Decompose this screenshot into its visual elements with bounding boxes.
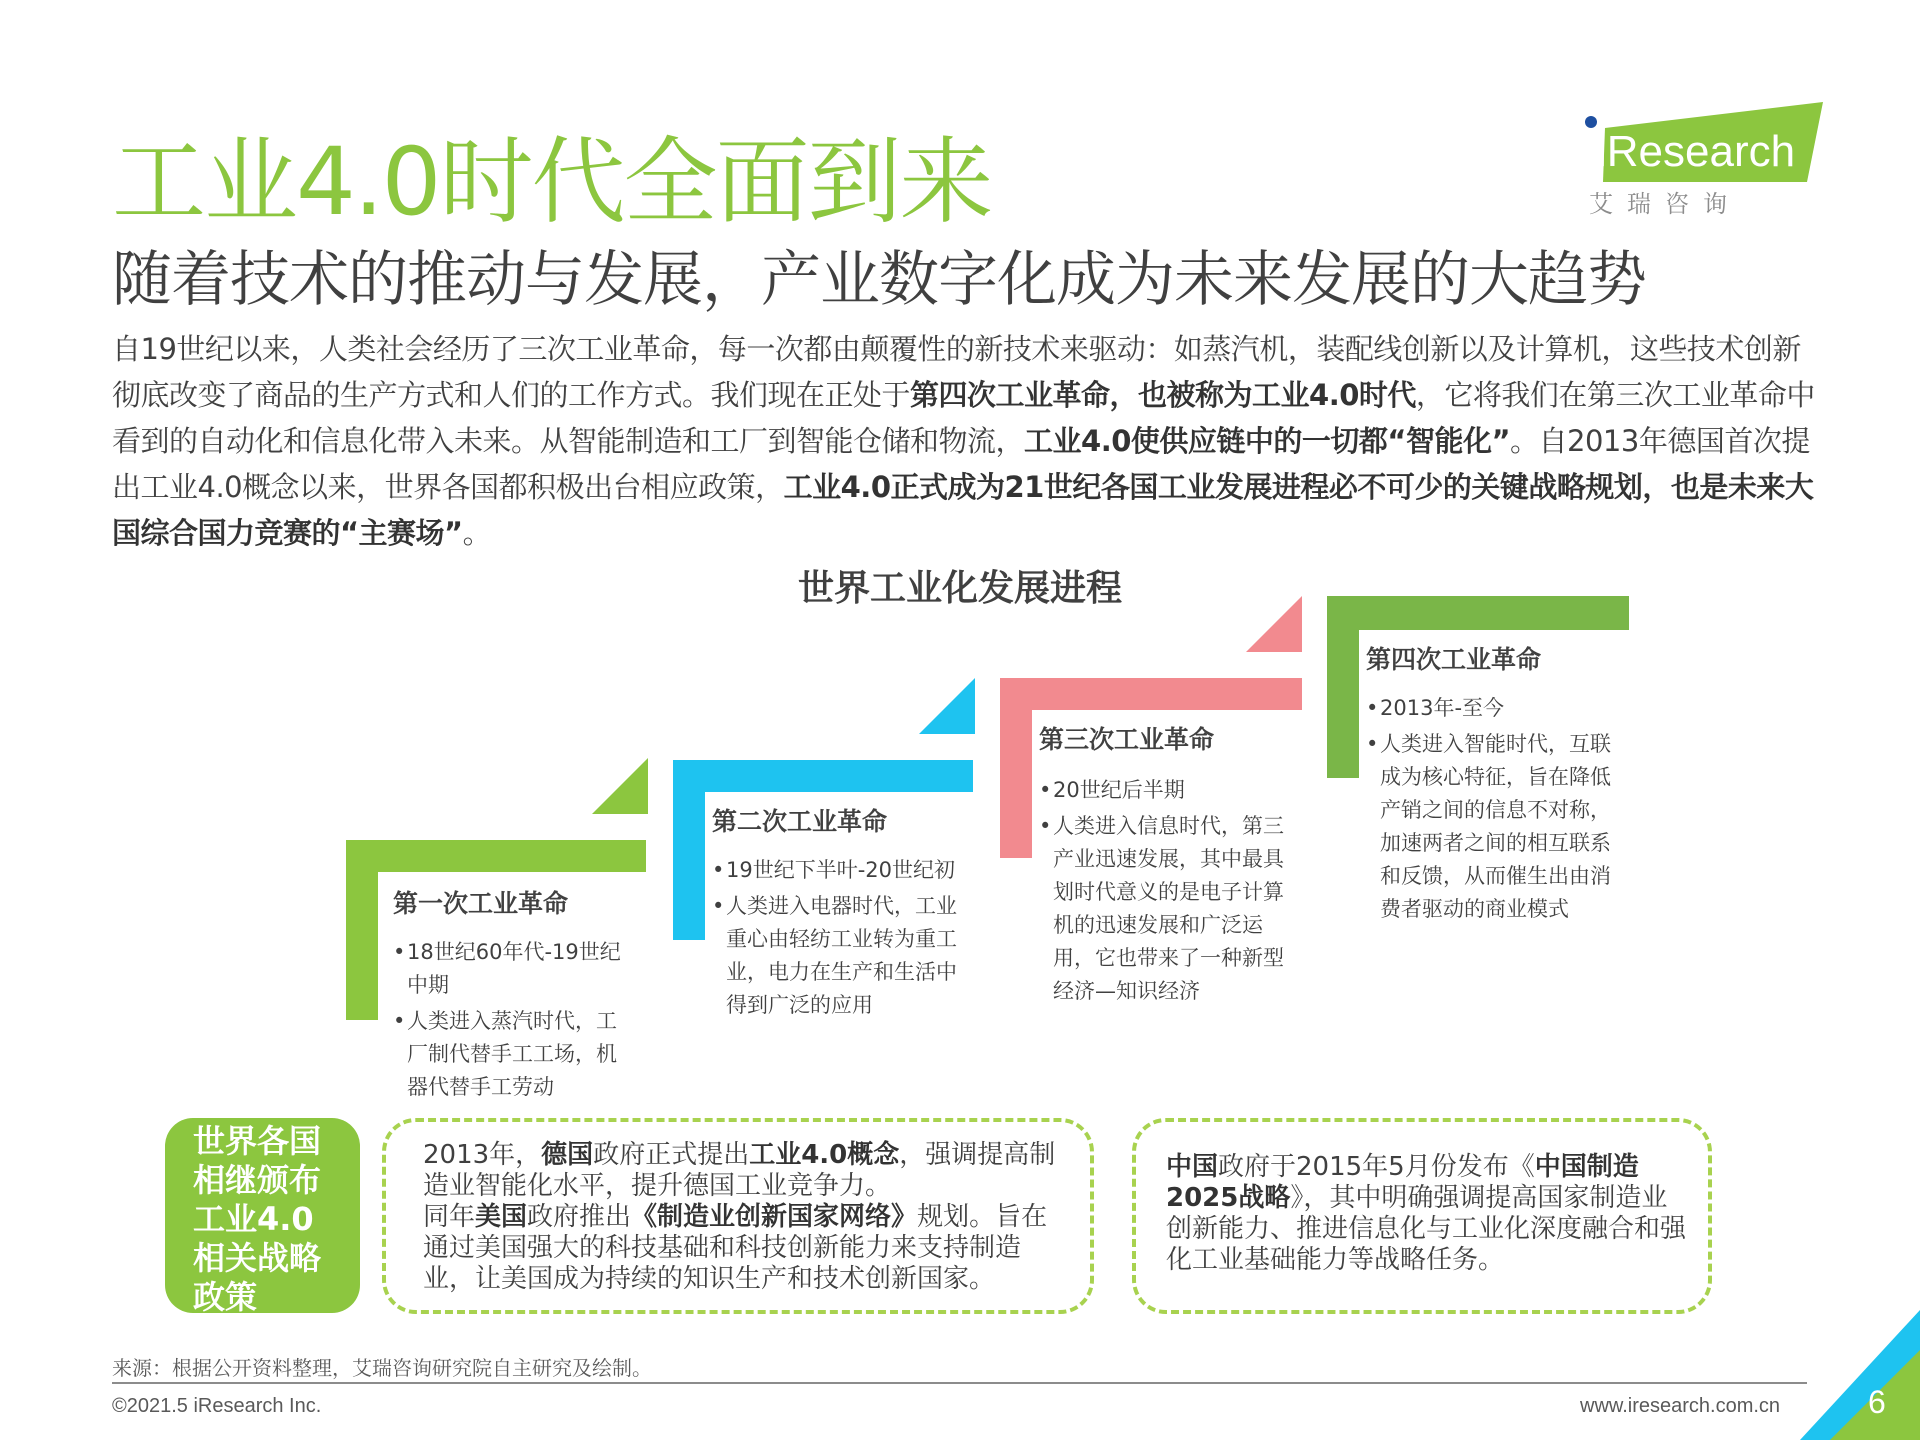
revolution-3-title: 第三次工业革命	[1039, 725, 1215, 754]
policy-label	[165, 1118, 360, 1316]
step3-left-bar	[1000, 678, 1032, 858]
revolution-3-period: • 20世纪后半期	[1039, 774, 1301, 807]
iresearch-logo	[1585, 100, 1825, 220]
china-policy-text: 中国政府于2015年5月份发布《中国制造2025战略》，其中明确强调提高国家制造业创新能力、推进信息化与工业化深度融合和强化工业基础能力等战略任务。	[1166, 1152, 1687, 1275]
intro-paragraph: 自19世纪以来，人类社会经历了三次工业革命，每一次都由颠覆性的新技术来驱动：如蒸汽机，装配线创新以及计算机，这些技术创新彻底改变了商品的生产方式和人们的工作方式。我们现在正处于第四次工业革命，也被称为工业4.0时代，它将我们在第三次工业革命中看到的自动化和信息化带入未来。从智能制造和工厂到智能仓储和物流，工业4.0使供应链中的一切都“智能化”。自2013年德国首次提出工业4.0概念以来，世界各国都积极出台相应政策，工业4.0正式成为21世纪各国工业发展进程必不可少的关键战略规划，也是未来大国综合国力竞赛的“主赛场”。	[112, 332, 1815, 550]
policy-label-text: 世界各国相继颁布工业4.0相关战略政策	[193, 1122, 322, 1316]
revolution-1-period: • 18世纪60年代-19世纪中期	[393, 936, 623, 1002]
page-subtitle: 随着技术的推动与发展，产业数字化成为未来发展的大趋势	[112, 245, 1646, 315]
revolution-2-details	[712, 854, 962, 1022]
step3-top-bar	[1000, 678, 1302, 710]
revolution-2-period: • 19世纪下半叶-20世纪初	[712, 854, 962, 887]
revolution-4-period: • 2013年-至今	[1366, 692, 1628, 725]
revolution-3-desc: • 人类进入信息时代，第三产业迅速发展，其中最具划时代意义的是电子计算机的迅速发展和广泛运用，它也带来了一种新型经济—知识经济	[1039, 810, 1301, 1008]
step2-top-bar	[673, 760, 973, 792]
revolution-4-desc: • 人类进入智能时代，互联成为核心特征，旨在降低产销之间的信息不对称，加速两者之间的相互联系和反馈，从而催生出由消费者驱动的商业模式	[1366, 728, 1628, 926]
step4-top-bar	[1327, 596, 1629, 630]
revolution-1-desc: • 人类进入蒸汽时代，工厂制代替手工工场，机器代替手工劳动	[393, 1005, 623, 1104]
germany-us-policy-text: 2013年，德国政府正式提出工业4.0概念，强调提高制造业智能化水平，提升德国工业竞争力。 同年美国政府推出《制造业创新国家网络》规划。旨在通过美国强大的科技基础和科技创新能力来支持制造业，让美国成为持续的知识生产和技术创新国家。	[423, 1140, 1056, 1294]
revolution-2-desc: • 人类进入电器时代，工业重心由轻纺工业转为重工业，电力在生产和生活中得到广泛的应用	[712, 890, 962, 1022]
page-title: 工业4.0时代全面到来	[112, 128, 992, 237]
revolution-2-title: 第二次工业革命	[712, 807, 888, 836]
step2-left-bar	[673, 760, 705, 940]
corner-decoration	[1800, 1310, 1920, 1440]
revolution-4-title: 第四次工业革命	[1366, 645, 1542, 674]
copyright: ©2021.5 iResearch Inc.	[112, 1395, 322, 1417]
step2-triangle	[919, 678, 975, 734]
website-link[interactable]: www.iresearch.com.cn	[1580, 1395, 1781, 1417]
footer-divider	[112, 1382, 1807, 1384]
step1-triangle	[592, 758, 648, 814]
diagram-title: 世界工业化发展进程	[797, 568, 1122, 609]
revolution-3-details	[1039, 774, 1301, 1008]
revolution-4-details	[1366, 692, 1628, 926]
revolution-1-details	[393, 936, 623, 1104]
step4-left-bar	[1327, 596, 1359, 778]
page-number: 6	[1868, 1384, 1886, 1420]
step3-triangle	[1246, 596, 1302, 652]
svg-text:艾瑞咨询: 艾瑞咨询	[1589, 190, 1741, 218]
source-note: 来源：根据公开资料整理，艾瑞咨询研究院自主研究及绘制。	[112, 1356, 652, 1380]
step1-top-bar	[346, 840, 646, 872]
svg-text:iResearch: iResearch	[1597, 127, 1796, 176]
step1-left-bar	[346, 840, 378, 1020]
revolution-1-title: 第一次工业革命	[393, 889, 569, 918]
